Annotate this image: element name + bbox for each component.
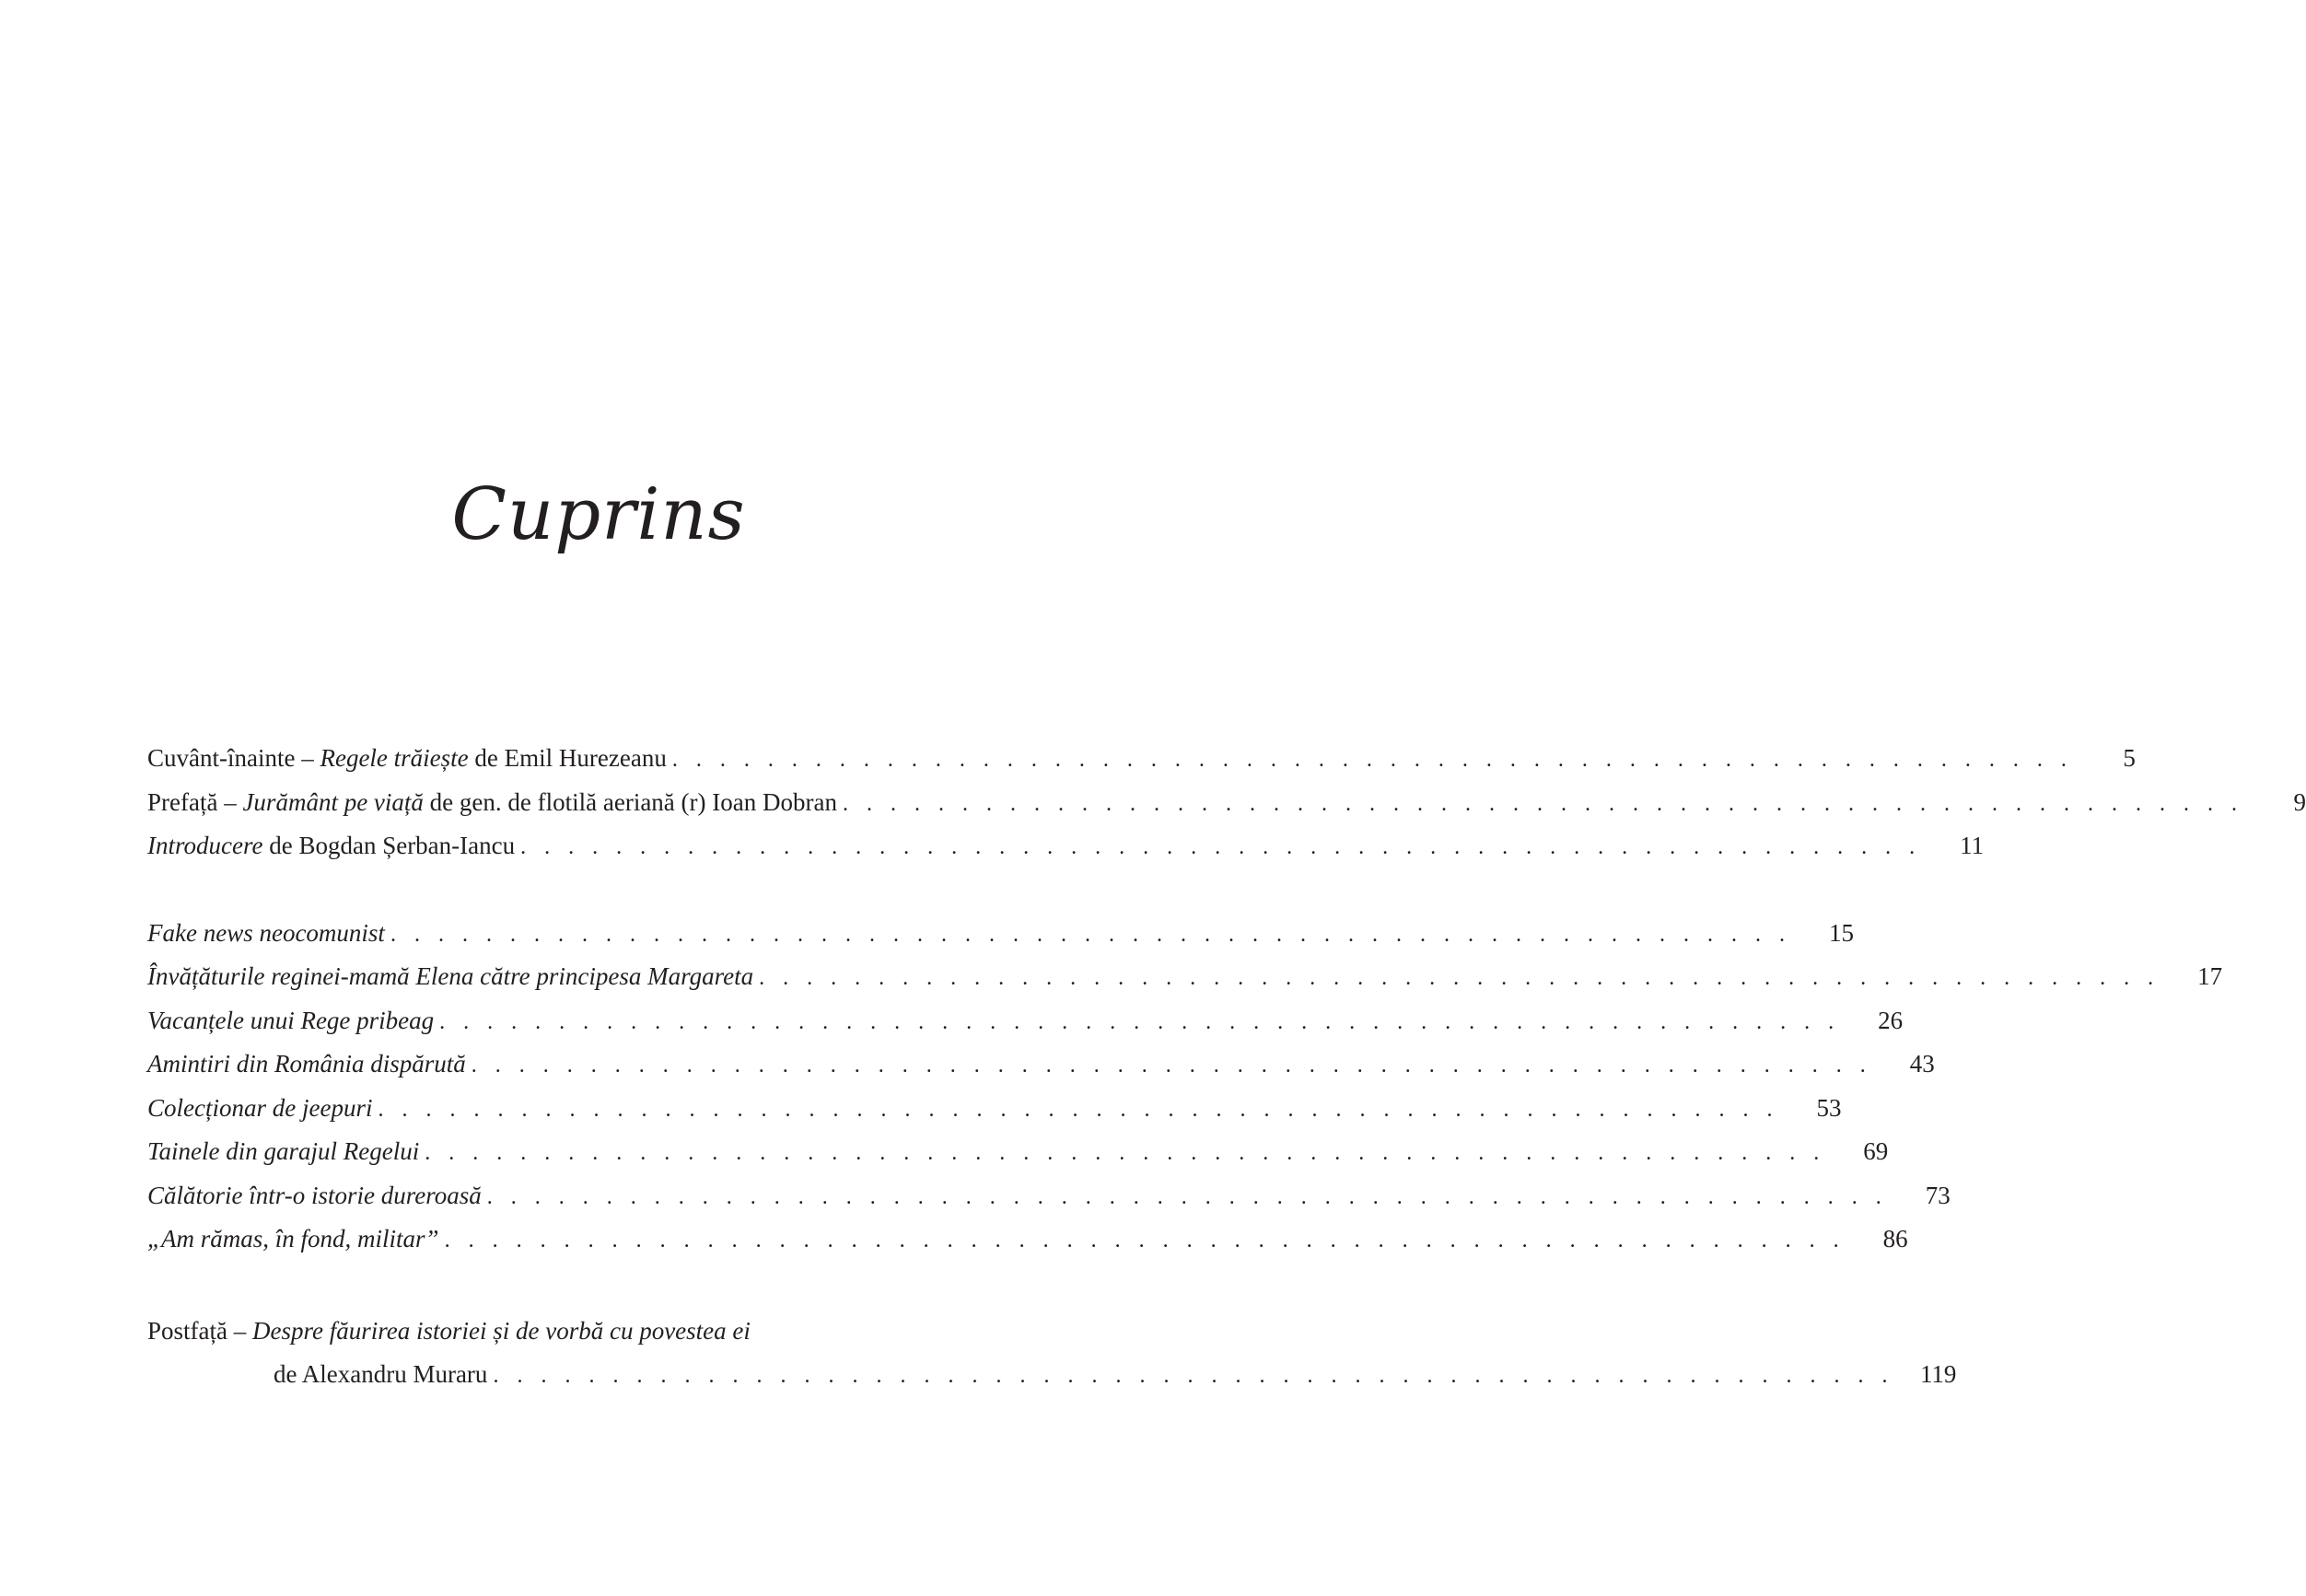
- toc-entry-chapter[interactable]: [147, 1006, 1904, 1051]
- toc-entry-text: Învățăturile reginei-mamă Elena către principesa Margareta: [147, 962, 754, 990]
- toc-entry-foreword[interactable]: [147, 744, 2136, 788]
- dot-leader: . . . . . . . . . . . . . . . . . . . . . . . . . . . . . . . . . . . . . . . . . . . . . . . . . . . . . . . . . . .: [520, 835, 1922, 859]
- dot-leader: . . . . . . . . . . . . . . . . . . . . . . . . . . . . . . . . . . . . . . . . . . . . . . . . . . . . . . . . . . .: [759, 966, 2160, 990]
- toc-entry-postface-author[interactable]: [147, 1360, 1957, 1404]
- toc-entry-text: Cuvânt-înainte – Regele trăiește de Emil Hurezeanu: [147, 744, 667, 772]
- dot-leader: . . . . . . . . . . . . . . . . . . . . . . . . . . . . . . . . . . . . . . . . . . . . . . . . . . . . . . . . . . .: [378, 1097, 1779, 1122]
- toc-page-number: 17: [2197, 962, 2223, 990]
- toc-page-number: 5: [2123, 744, 2136, 772]
- toc-entry-chapter[interactable]: [147, 962, 2223, 1007]
- dot-leader: . . . . . . . . . . . . . . . . . . . . . . . . . . . . . . . . . . . . . . . . . . . . . . . . . . . . . . . . . . .: [444, 1229, 1846, 1252]
- toc-entry-text: Fake news neocomunist: [147, 918, 385, 947]
- toc-entry-text: „Am rămas, în fond, militar”: [147, 1225, 439, 1252]
- toc-page-number: 15: [1828, 918, 1854, 947]
- toc-entry-label: Postfață –: [147, 1316, 252, 1345]
- toc-entry-postface[interactable]: [147, 1317, 1054, 1361]
- dot-leader: . . . . . . . . . . . . . . . . . . . . . . . . . . . . . . . . . . . . . . . . . . . . . . . . . . . . . . . . . . .: [439, 1009, 1841, 1034]
- dot-leader: . . . . . . . . . . . . . . . . . . . . . . . . . . . . . . . . . . . . . . . . . . . . . . . . . . . . . . . . . . .: [471, 1054, 1872, 1078]
- toc-entry-text: Vacanțele unui Rege pribeag: [147, 1006, 435, 1034]
- dot-leader: . . . . . . . . . . . . . . . . . . . . . . . . . . . . . . . . . . . . . . . . . . . . . . . . . . . . . . . . . . .: [671, 748, 2073, 772]
- toc-entry-text: Prefață – Jurământ pe viață de gen. de flotilă aeriană (r) Ioan Dobran: [147, 787, 837, 816]
- toc-entry-text: Introducere de Bogdan Șerban-Iancu: [147, 832, 516, 859]
- page-title: Cuprins: [451, 473, 746, 556]
- toc-entry-preface[interactable]: [147, 787, 2306, 833]
- dot-leader: . . . . . . . . . . . . . . . . . . . . . . . . . . . . . . . . . . . . . . . . . . . . . . . . . . . . . . . . . . .: [486, 1184, 1888, 1209]
- toc-entry-text: Călătorie într-o istorie dureroasă: [147, 1181, 482, 1209]
- toc-page-number: 11: [1960, 832, 1985, 859]
- dot-leader: . . . . . . . . . . . . . . . . . . . . . . . . . . . . . . . . . . . . . . . . . . . . . . . . . . . . . . . . . . .: [493, 1364, 1894, 1388]
- table-of-contents: [147, 744, 2306, 1404]
- toc-page-number: 119: [1919, 1360, 1957, 1388]
- toc-entry-chapter[interactable]: [147, 1137, 1889, 1182]
- toc-page-number: 26: [1878, 1006, 1904, 1034]
- toc-entry-chapter[interactable]: [147, 1225, 1908, 1269]
- toc-entry-chapter[interactable]: [147, 1181, 1951, 1226]
- toc-entry-text: de Alexandru Muraru: [274, 1360, 488, 1388]
- toc-page-number: 73: [1925, 1181, 1951, 1209]
- toc-entry-introduction[interactable]: [147, 832, 1985, 876]
- toc-page-number: 53: [1816, 1093, 1842, 1122]
- toc-page-number: 69: [1863, 1137, 1889, 1165]
- toc-entry-text: Amintiri din România dispărută: [147, 1050, 466, 1078]
- toc-page-number: 9: [2293, 787, 2306, 816]
- dot-leader: . . . . . . . . . . . . . . . . . . . . . . . . . . . . . . . . . . . . . . . . . . . . . . . . . . . . . . . . . . .: [842, 791, 2243, 816]
- toc-entry-chapter[interactable]: [147, 918, 1854, 963]
- toc-entry-chapter[interactable]: [147, 1050, 1935, 1094]
- dot-leader: . . . . . . . . . . . . . . . . . . . . . . . . . . . . . . . . . . . . . . . . . . . . . . . . . . . . . . . . . . .: [425, 1141, 1826, 1165]
- toc-entry-title: Despre făurirea istoriei și de vorbă cu povestea ei: [252, 1316, 751, 1345]
- dot-leader: . . . . . . . . . . . . . . . . . . . . . . . . . . . . . . . . . . . . . . . . . . . . . . . . . . . . . . . . . . .: [390, 922, 1791, 947]
- toc-entry-chapter[interactable]: [147, 1093, 1842, 1138]
- toc-entry-text: Tainele din garajul Regelui: [147, 1137, 420, 1165]
- toc-entry-text: Colecționar de jeepuri: [147, 1093, 373, 1122]
- toc-page-number: 43: [1909, 1050, 1935, 1078]
- toc-page-number: 86: [1882, 1225, 1908, 1252]
